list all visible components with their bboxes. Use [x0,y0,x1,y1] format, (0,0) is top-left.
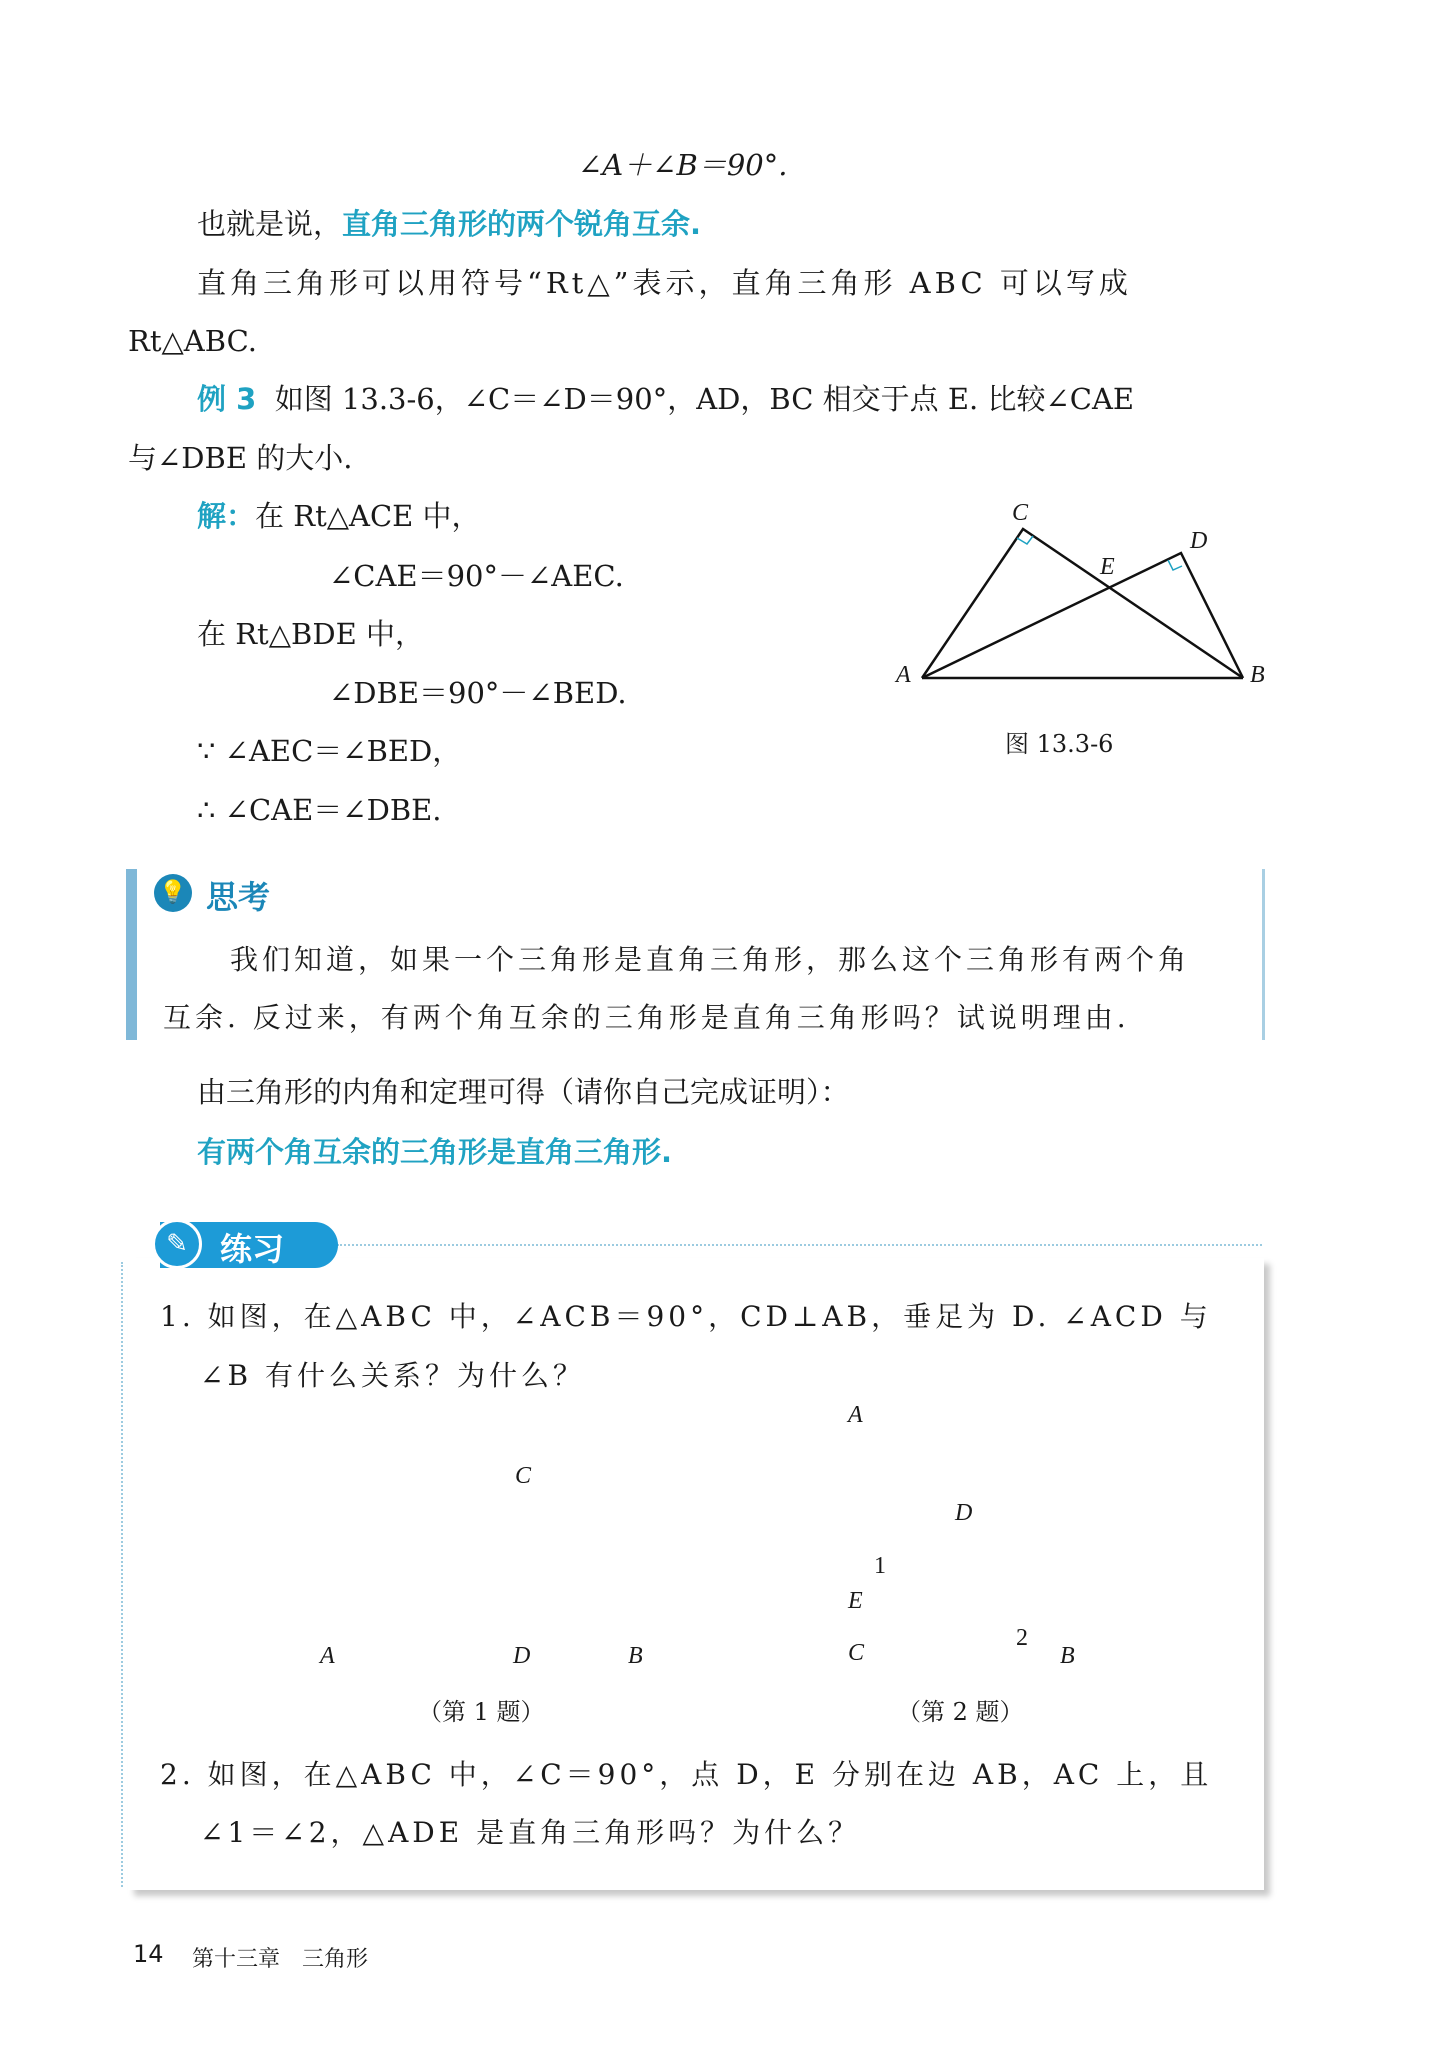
think-title: 思考 [206,878,271,916]
fig1-label-b: B [628,1643,643,1669]
exercise-top-border [337,1244,1262,1246]
question-1-line-2: ∠B 有什么关系？为什么？ [200,1359,585,1392]
conclusion-highlight: 直角三角形的两个锐角互余. [342,207,702,241]
fig2-label-c: C [848,1640,865,1666]
think-body-1: 我们知道，如果一个三角形是直角三角形，那么这个三角形有两个角 [230,943,1191,976]
exercise-left-border [121,1262,123,1887]
solution-line-4: ∠DBE＝90°－∠BED. [329,676,627,710]
solution-label: 解： [197,499,256,533]
figure-caption: 图 13.3-6 [1005,730,1114,758]
question-1-line-1: 1. 如图，在△ABC 中，∠ACB＝90°，CD⊥AB，垂足为 D. ∠ACD 与 [160,1300,1212,1333]
think-right-border [1262,869,1265,1040]
fig2-label-b: B [1060,1643,1075,1669]
question-2-line-2: ∠1＝∠2，△ADE 是直角三角形吗？为什么？ [200,1816,861,1849]
label-e: E [1100,554,1115,580]
chapter-title: 第十三章 三角形 [192,1947,369,1972]
fig1-caption: （第 1 题） [418,1698,545,1726]
solution-line-5: ∵ ∠AEC＝∠BED， [197,734,462,768]
label-d: D [1190,528,1208,554]
label-a: A [896,662,911,688]
fig1-label-a: A [320,1643,335,1669]
label-c: C [1012,500,1029,526]
solution-line-2: ∠CAE＝90°－∠AEC. [329,559,624,593]
rt-notation-line-1: 直角三角形可以用符号“Rt△”表示，直角三角形 ABC 可以写成 [197,266,1132,300]
fig2-label-d: D [955,1500,973,1526]
right-angle-c [1017,536,1033,544]
solution-text: 在 Rt△ACE 中， [255,499,481,533]
exercise-panel [128,1258,1264,1890]
after-think-line: 由三角形的内角和定理可得（请你自己完成证明）： [197,1075,850,1109]
example-line-2: 与∠DBE 的大小. [128,441,353,475]
fig2-label-2: 2 [1016,1625,1028,1651]
page-number: 14 [133,1940,164,1968]
triangle-adb [922,553,1243,678]
right-angle-d [1168,560,1182,570]
rt-notation-line-2: Rt△ABC. [128,324,257,358]
example-label: 例 3 [197,382,257,416]
lightbulb-head-icon: 💡 [154,874,192,912]
conclusion-prefix: 也就是说， [197,207,343,241]
fig2-caption: （第 2 题） [897,1698,1024,1726]
solution-line-6: ∴ ∠CAE＝∠DBE. [197,793,442,827]
think-body-2: 互余. 反过来，有两个角互余的三角形是直角三角形吗？试说明理由. [163,1001,1130,1034]
solution-line-3: 在 Rt△BDE 中， [197,617,424,651]
example-text: 如图 13.3-6，∠C＝∠D＝90°，AD，BC 相交于点 E. 比较∠CAE [274,382,1135,416]
fig1-label-d: D [513,1643,531,1669]
question-2-line-1: 2. 如图，在△ABC 中，∠C＝90°，点 D，E 分别在边 AB，AC 上，且 [160,1758,1213,1791]
fig2-label-1: 1 [874,1553,886,1579]
fig2-label-e: E [848,1588,863,1614]
pencil-icon: ✎ [152,1219,202,1269]
think-sidebar [126,869,137,1040]
fig2-label-a: A [848,1402,863,1428]
after-think-highlight: 有两个角互余的三角形是直角三角形. [197,1135,673,1169]
label-b: B [1250,662,1265,688]
fig1-label-c: C [515,1463,532,1489]
formula: ∠A＋∠B＝90°. [578,148,788,182]
exercise-title: 练习 [220,1230,285,1268]
